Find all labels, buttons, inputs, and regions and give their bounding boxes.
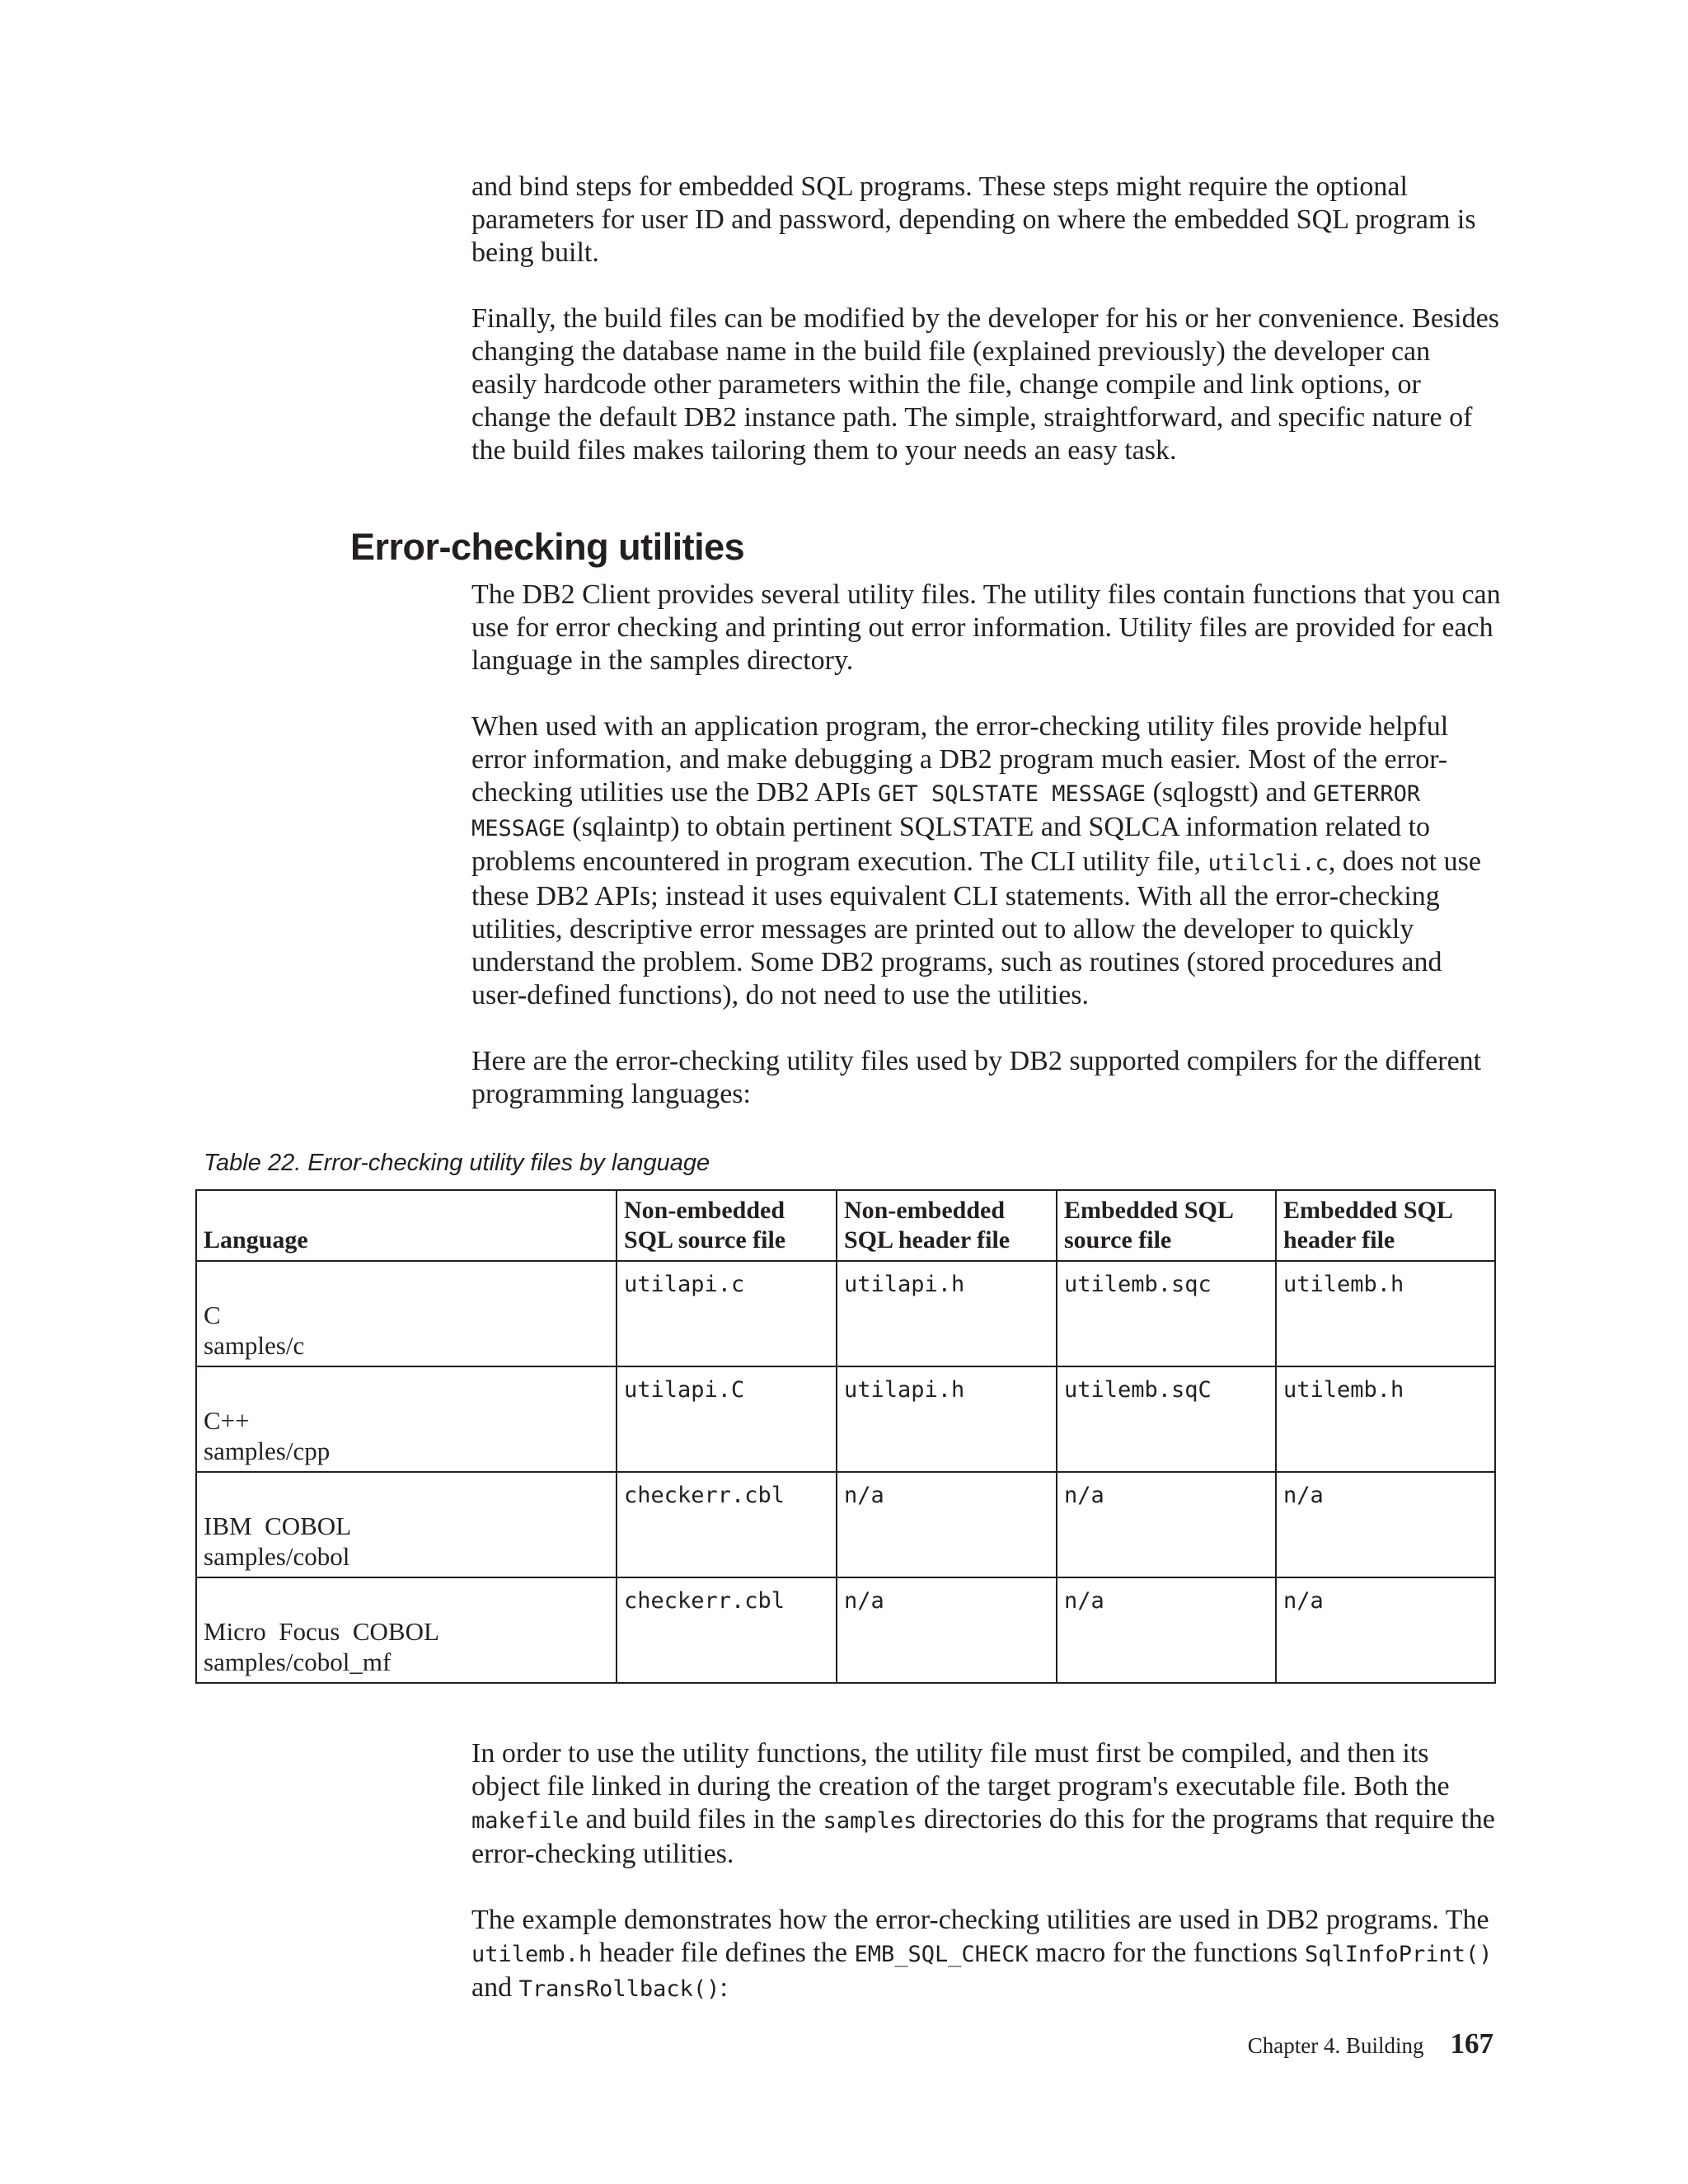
language-cell — [196, 1261, 617, 1366]
file-name: utilapi.h — [844, 1377, 965, 1403]
code-get-sqlstate-message: GET SQLSTATE MESSAGE — [877, 781, 1146, 807]
table-row — [196, 1577, 1495, 1683]
table-row — [196, 1472, 1495, 1577]
section-paragraph-3: Here are the error-checking utility files used by DB2 supported compilers for the different programming languages: — [471, 1046, 1482, 1109]
table-header-row — [196, 1190, 1495, 1261]
file-cell — [1276, 1472, 1495, 1577]
utility-files-table — [195, 1189, 1496, 1684]
header-nonembedded-header: Non-embedded SQL header file — [837, 1190, 1057, 1261]
text-run: macro for the functions — [1028, 1938, 1305, 1968]
section-body — [471, 579, 1502, 1111]
file-name: utilemb.sqC — [1064, 1377, 1212, 1403]
language-directory: samples/cobol_mf — [204, 1647, 392, 1676]
after-paragraph-2 — [471, 1904, 1502, 2006]
file-name: n/a — [1064, 1588, 1104, 1614]
chapter-label: Chapter 4. Building — [1247, 2033, 1424, 2058]
language-name: Micro Focus COBOL — [204, 1617, 439, 1646]
text-run: and build files in the — [579, 1804, 823, 1835]
code-utilcli-c: utilcli.c — [1207, 851, 1329, 876]
text-run: directories do this for the programs that require the error-checking utilities. — [471, 1804, 1495, 1869]
file-cell — [617, 1261, 837, 1366]
file-cell — [1057, 1366, 1276, 1472]
header-embedded-header: Embedded SQL header file — [1276, 1190, 1495, 1261]
language-directory: samples/cobol — [204, 1542, 350, 1571]
header-nonembedded-source: Non-embedded SQL source file — [617, 1190, 837, 1261]
file-name: n/a — [1283, 1483, 1324, 1508]
file-cell — [837, 1472, 1057, 1577]
section-paragraph-2 — [471, 710, 1502, 1012]
text-run: (sqlogstt) and — [1146, 777, 1314, 808]
file-name: utilemb.h — [1283, 1272, 1404, 1297]
language-cell — [196, 1366, 617, 1472]
file-name: n/a — [1283, 1588, 1324, 1614]
file-cell — [1057, 1261, 1276, 1366]
table-row — [196, 1261, 1495, 1366]
file-cell — [1057, 1577, 1276, 1683]
page-number: 167 — [1450, 2027, 1493, 2060]
after-paragraph-1 — [471, 1737, 1502, 1871]
table-caption: Table 22. Error-checking utility files by language — [204, 1150, 710, 1176]
text-run: The example demonstrates how the error-checking utilities are used in DB2 programs. The — [471, 1905, 1489, 1935]
text-run: In order to use the utility functions, the utility file must first be compiled, and then its object file linked in during the creation of the target program's executable file. Both the — [471, 1738, 1450, 1802]
language-name: C++ — [204, 1406, 250, 1435]
header-language: Language — [196, 1190, 617, 1261]
file-name: n/a — [1064, 1483, 1104, 1508]
file-cell — [837, 1261, 1057, 1366]
file-name: n/a — [844, 1588, 884, 1614]
file-cell — [617, 1472, 837, 1577]
language-cell — [196, 1472, 617, 1577]
file-cell — [1276, 1577, 1495, 1683]
language-cell — [196, 1577, 617, 1683]
code-emb-sql-check: EMB_SQL_CHECK — [854, 1942, 1029, 1967]
code-samples: samples — [823, 1808, 917, 1834]
after-table-block — [471, 1737, 1502, 2006]
language-directory: samples/cpp — [204, 1436, 331, 1465]
table-row — [196, 1366, 1495, 1472]
file-name: utilapi.h — [844, 1272, 965, 1297]
text-run: : — [720, 1972, 728, 2003]
file-cell — [837, 1366, 1057, 1472]
file-name: utilapi.c — [624, 1272, 745, 1297]
section-paragraph-1: The DB2 Client provides several utility files. The utility files contain functions that you can use for error checking and printing out error information. Utility files are provided for each language in the samples directory. — [471, 579, 1501, 676]
code-geterror-message: GETERROR MESSAGE — [471, 781, 1421, 841]
section-heading: Error-checking utilities — [350, 526, 745, 568]
file-name: utilapi.C — [624, 1377, 745, 1403]
file-name: utilemb.h — [1283, 1377, 1404, 1403]
header-embedded-source: Embedded SQL source file — [1057, 1190, 1276, 1261]
text-run: and — [471, 1972, 519, 2003]
file-cell — [1057, 1472, 1276, 1577]
text-run: (sqlaintp) to obtain pertinent SQLSTATE and SQLCA information related to problems encountered in program execution. The CLI utility file, — [471, 812, 1431, 877]
language-name: IBM COBOL — [204, 1511, 352, 1540]
page-footer — [1248, 2027, 1493, 2060]
code-transrollback: TransRollback() — [518, 1976, 720, 2002]
intro-paragraph-1: and bind steps for embedded SQL programs. These steps might require the optional parameters for user ID and password, depending on where the embedded SQL program is being built. — [471, 171, 1476, 268]
file-cell — [837, 1577, 1057, 1683]
intro-block — [471, 171, 1502, 467]
file-name: utilemb.sqc — [1064, 1272, 1212, 1297]
file-cell — [617, 1366, 837, 1472]
code-utilemb-h: utilemb.h — [471, 1942, 593, 1967]
code-makefile: makefile — [471, 1808, 579, 1834]
code-sqlinfoprint: SqlInfoPrint() — [1304, 1942, 1493, 1967]
intro-paragraph-2: Finally, the build files can be modified by the developer for his or her convenience. Besides changing the database name in the build file (explained previously) the developer can easily hardcode other parameters within the file, change compile and link options, or change the default DB2 instance path. The simple, straightforward, and specific nature of the build files makes tailoring them to your needs an easy task. — [471, 303, 1499, 466]
text-run: , does not use these DB2 APIs; instead it uses equivalent CLI statements. With all the error-checking utilities, descriptive error messages are printed out to allow the developer to quickly understand the problem. Some DB2 programs, such as routines (stored procedures and user-defined functions), do not need to use the utilities. — [471, 846, 1481, 1010]
file-name: n/a — [844, 1483, 884, 1508]
file-cell — [617, 1577, 837, 1683]
language-name: C — [204, 1301, 221, 1329]
text-run: header file defines the — [592, 1938, 855, 1968]
file-name: checkerr.cbl — [624, 1588, 785, 1614]
language-directory: samples/c — [204, 1331, 305, 1360]
text-run: When used with an application program, the error-checking utility files provide helpful error information, and make debugging a DB2 program much easier. Most of the error-checking utilities use the DB2 APIs — [471, 711, 1449, 808]
file-cell — [1276, 1366, 1495, 1472]
file-name: checkerr.cbl — [624, 1483, 785, 1508]
file-cell — [1276, 1261, 1495, 1366]
